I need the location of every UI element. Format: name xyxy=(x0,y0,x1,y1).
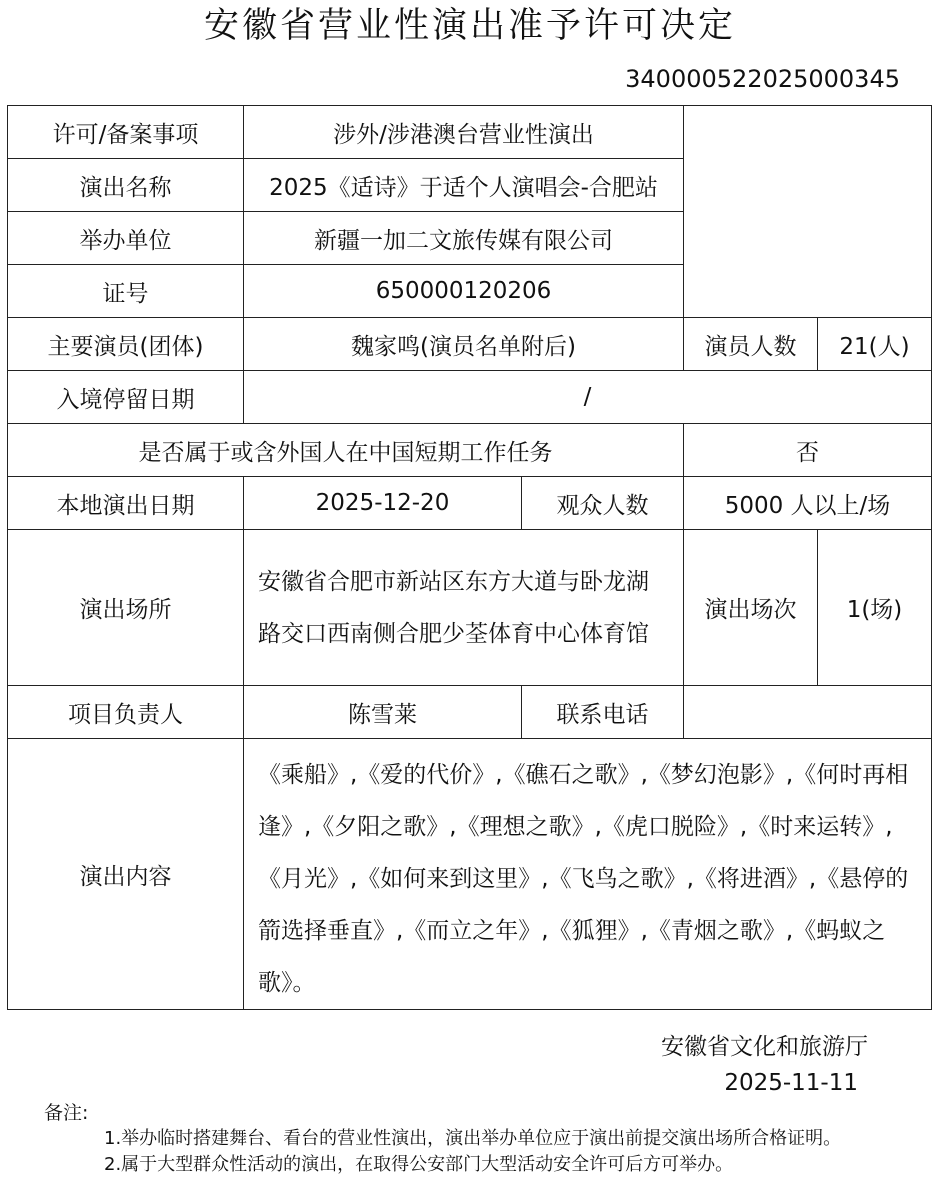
organizer-label: 举办单位 xyxy=(8,212,244,265)
content-value: 《乘船》,《爱的代价》,《礁石之歌》,《梦幻泡影》,《何时再相逢》,《夕阳之歌》,《理想之歌》,《虎口脱险》,《时来运转》,《月光》,《如何来到这里》,《飞鸟之歌》,《将进酒》,《悬停的箭选择垂直》,《而立之年》,《狐狸》,《青烟之歌》,《蚂蚁之歌》。 xyxy=(244,739,932,1010)
performer-label: 主要演员(团体) xyxy=(8,318,244,371)
table-row xyxy=(8,530,932,686)
license-value: 650000120206 xyxy=(244,265,684,318)
organizer-value: 新疆一加二文旅传媒有限公司 xyxy=(244,212,684,265)
content-label: 演出内容 xyxy=(8,739,244,1010)
manager-value: 陈雪莱 xyxy=(244,686,522,739)
document-title: 安徽省营业性演出准予许可决定 xyxy=(203,6,736,46)
manager-label: 项目负责人 xyxy=(8,686,244,739)
phone-value xyxy=(684,686,932,739)
blank-cell xyxy=(684,106,932,318)
venue-value: 安徽省合肥市新站区东方大道与卧龙湖路交口西南侧合肥少荃体育中心体育馆 xyxy=(244,530,684,686)
entry-label: 入境停留日期 xyxy=(8,371,244,424)
performer-count-label: 演员人数 xyxy=(684,318,818,371)
phone-label: 联系电话 xyxy=(522,686,684,739)
foreign-label: 是否属于或含外国人在中国短期工作任务 xyxy=(8,424,684,477)
sessions-value: 1(场) xyxy=(818,530,932,686)
table-row xyxy=(8,318,932,371)
license-label: 证号 xyxy=(8,265,244,318)
table-row xyxy=(8,106,932,159)
sessions-label: 演出场次 xyxy=(684,530,818,686)
venue-label: 演出场所 xyxy=(8,530,244,686)
permit-table xyxy=(7,105,932,1010)
item-label: 许可/备案事项 xyxy=(8,106,244,159)
table-row xyxy=(8,477,932,530)
name-label: 演出名称 xyxy=(8,159,244,212)
performer-count-value: 21(人) xyxy=(818,318,932,371)
entry-value: / xyxy=(244,371,932,424)
foreign-value: 否 xyxy=(684,424,932,477)
note-2: 2.属于大型群众性活动的演出，在取得公安部门大型活动安全许可后方可举办。 xyxy=(104,1154,734,1175)
table-row xyxy=(8,739,932,1010)
issuer-name: 安徽省文化和旅游厅 xyxy=(661,1034,868,1060)
audience-label: 观众人数 xyxy=(522,477,684,530)
document-number: 340000522025000345 xyxy=(625,65,900,93)
date-value: 2025-12-20 xyxy=(244,477,522,530)
performer-value: 魏家鸣(演员名单附后) xyxy=(244,318,684,371)
name-value: 2025《适诗》于适个人演唱会-合肥站 xyxy=(244,159,684,212)
issue-date: 2025-11-11 xyxy=(724,1070,858,1096)
note-1: 1.举办临时搭建舞台、看台的营业性演出，演出举办单位应于演出前提交演出场所合格证明。 xyxy=(104,1128,842,1149)
table-row xyxy=(8,371,932,424)
date-label: 本地演出日期 xyxy=(8,477,244,530)
notes-title: 备注: xyxy=(44,1102,89,1124)
audience-value: 5000 人以上/场 xyxy=(684,477,932,530)
table-row xyxy=(8,424,932,477)
item-value: 涉外/涉港澳台营业性演出 xyxy=(244,106,684,159)
table-row xyxy=(8,686,932,739)
